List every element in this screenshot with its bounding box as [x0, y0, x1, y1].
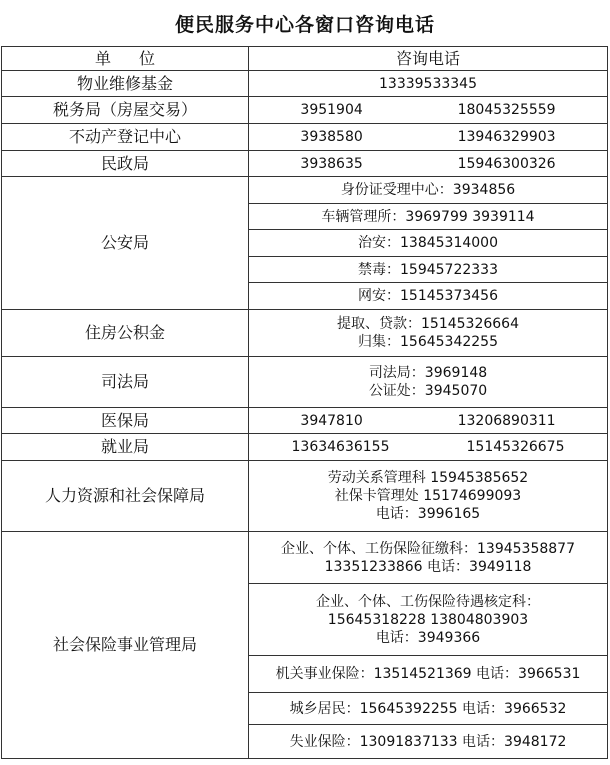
- unit-name: 物业维修基金: [2, 71, 249, 97]
- phone-line: 社保卡管理处 15174699093: [334, 488, 522, 504]
- unit-name: 税务局（房屋交易）: [2, 97, 249, 124]
- table-row: [2, 124, 608, 151]
- unit-name: 医保局: [2, 408, 249, 434]
- phone-cell: 城乡居民：15645392255 电话：3966532: [249, 693, 608, 725]
- phone-number: 3951904: [300, 102, 363, 118]
- unit-name: 民政局: [2, 151, 249, 177]
- phone-line: 电话：3949366: [375, 629, 481, 646]
- phone-line: 归集：15645342255: [358, 334, 498, 350]
- phone-cell: [249, 584, 608, 656]
- table-row: [2, 461, 608, 532]
- unit-name: 不动产登记中心: [2, 124, 249, 151]
- phone-cell: [249, 124, 608, 151]
- phone-number: 3938635: [300, 155, 363, 172]
- phone-cell: 网安：15145373456: [249, 283, 608, 310]
- phone-line: 企业、个体、工伤保险待遇核定科：: [316, 593, 540, 610]
- phone-number: 3947810: [300, 412, 363, 429]
- table-row: [2, 532, 608, 584]
- phone-line: 公证处：3945070: [368, 383, 488, 399]
- unit-name: 就业局: [2, 434, 249, 461]
- phone-line: 提取、贷款：15145326664: [337, 316, 519, 332]
- table-header-row: [2, 47, 608, 71]
- phone-cell: 机关事业保险：13514521369 电话：3966531: [249, 656, 608, 693]
- unit-name: 司法局: [2, 357, 249, 408]
- phone-number: 15946300326: [457, 155, 556, 172]
- unit-name: 社会保险事业管理局: [2, 532, 249, 759]
- table-row: [2, 357, 608, 408]
- unit-name: 人力资源和社会保障局: [2, 461, 249, 532]
- phone-number: 13206890311: [457, 412, 556, 429]
- phone-cell: [249, 461, 608, 532]
- phone-line: 企业、个体、工伤保险征缴科：13945358877: [281, 540, 575, 557]
- phone-cell: 身份证受理中心：3934856: [249, 177, 608, 204]
- header-phone: 咨询电话: [249, 47, 608, 71]
- phone-cell: 治安：13845314000: [249, 230, 608, 257]
- table-row: [2, 177, 608, 204]
- phone-line: 15645318228 13804803903: [327, 611, 529, 628]
- phone-cell: [249, 310, 608, 357]
- phone-number: 13946329903: [457, 129, 556, 145]
- phone-cell: [249, 151, 608, 177]
- phone-cell: 失业保险：13091837133 电话：3948172: [249, 725, 608, 759]
- table-row: [2, 434, 608, 461]
- phone-cell: [249, 408, 608, 434]
- phone-cell: 车辆管理所：3969799 3939114: [249, 204, 608, 230]
- phone-number: 13634636155: [291, 439, 390, 455]
- header-unit: 单位: [2, 47, 249, 71]
- table-row: [2, 310, 608, 357]
- phone-line: 13351233866 电话：3949118: [324, 558, 532, 575]
- phone-cell: 13339533345: [249, 71, 608, 97]
- phone-number: 18045325559: [457, 102, 556, 118]
- unit-name: 公安局: [2, 177, 249, 310]
- phone-line: 司法局：3969148: [368, 365, 488, 381]
- unit-name: 住房公积金: [2, 310, 249, 357]
- phone-cell: 禁毒：15945722333: [249, 257, 608, 283]
- table-row: [2, 408, 608, 434]
- phone-cell: [249, 532, 608, 584]
- table-row: [2, 151, 608, 177]
- phone-number: 3938580: [300, 129, 363, 145]
- table-row: [2, 71, 608, 97]
- phone-cell: [249, 357, 608, 408]
- table-row: [2, 97, 608, 124]
- phone-cell: [249, 97, 608, 124]
- phone-line: 电话：3996165: [375, 506, 481, 522]
- phone-number: 15145326675: [466, 439, 565, 455]
- directory-table: [1, 46, 608, 759]
- phone-line: 劳动关系管理科 15945385652: [327, 470, 529, 486]
- phone-cell: [249, 434, 608, 461]
- page-title: 便民服务中心各窗口咨询电话: [174, 13, 435, 36]
